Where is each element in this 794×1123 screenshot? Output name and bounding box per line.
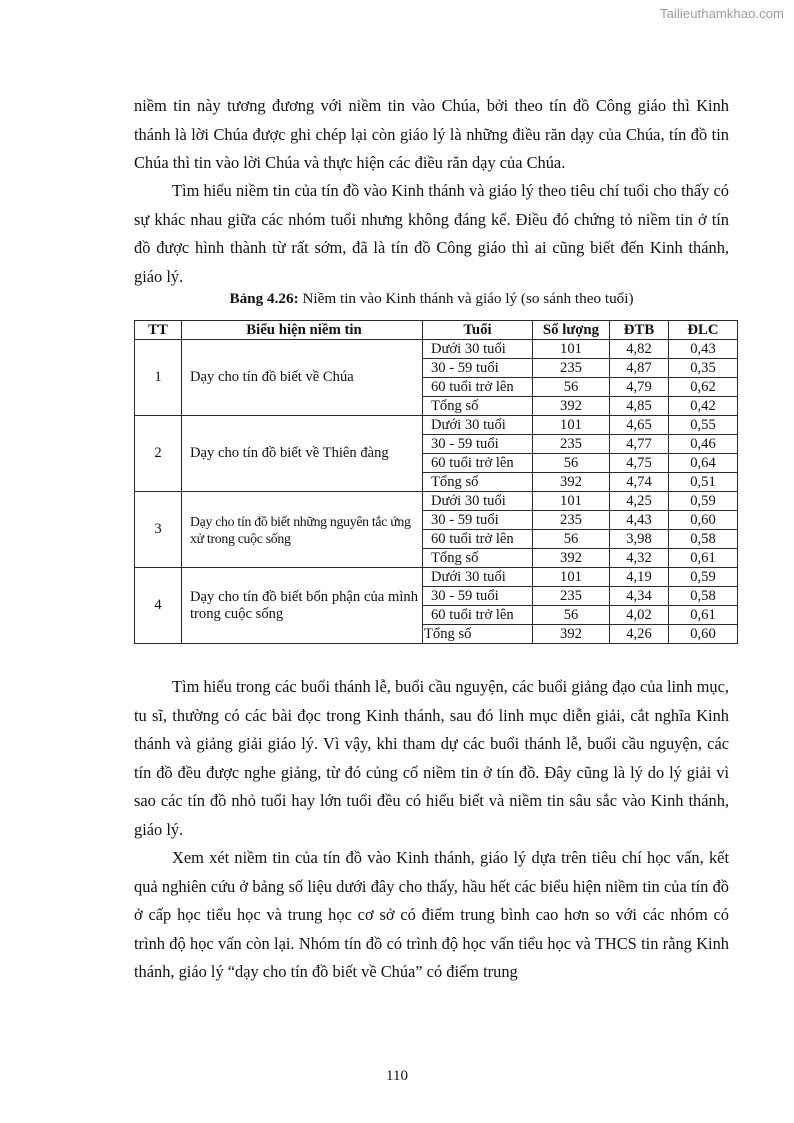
header-age: Tuổi [423,321,533,340]
belief-table [134,320,738,644]
row-belief: Dạy cho tín đồ biết những nguyên tắc ứng xử trong cuộc sống [182,492,423,568]
cell-sd: 0,61 [669,606,738,625]
cell-age: Tổng số [423,625,533,644]
table-header-row [135,321,738,340]
row-tt: 4 [135,568,182,644]
row-belief: Dạy cho tín đồ biết về Chúa [182,340,423,416]
cell-count: 392 [533,397,610,416]
cell-age: 30 - 59 tuổi [423,435,533,454]
cell-count: 235 [533,587,610,606]
row-tt: 3 [135,492,182,568]
cell-count: 101 [533,340,610,359]
cell-mean: 4,26 [610,625,669,644]
cell-mean: 4,74 [610,473,669,492]
cell-mean: 4,77 [610,435,669,454]
cell-age: Tổng số [423,473,533,492]
cell-count: 101 [533,568,610,587]
cell-count: 392 [533,549,610,568]
cell-count: 56 [533,378,610,397]
cell-sd: 0,35 [669,359,738,378]
cell-mean: 3,98 [610,530,669,549]
cell-age: 30 - 59 tuổi [423,511,533,530]
header-belief: Biểu hiện niềm tin [182,321,423,340]
table-caption [134,289,729,309]
cell-mean: 4,25 [610,492,669,511]
page-number: 110 [386,1068,408,1084]
cell-count: 235 [533,511,610,530]
cell-mean: 4,34 [610,587,669,606]
cell-count: 101 [533,492,610,511]
header-count: Số lượng [533,321,610,340]
cell-sd: 0,64 [669,454,738,473]
cell-sd: 0,60 [669,625,738,644]
cell-sd: 0,59 [669,492,738,511]
cell-sd: 0,43 [669,340,738,359]
cell-age: 60 tuổi trở lên [423,530,533,549]
cell-mean: 4,87 [610,359,669,378]
table-row [135,416,738,435]
cell-count: 56 [533,606,610,625]
cell-age: 60 tuổi trở lên [423,454,533,473]
cell-sd: 0,60 [669,511,738,530]
cell-count: 235 [533,359,610,378]
cell-count: 56 [533,454,610,473]
cell-sd: 0,58 [669,587,738,606]
cell-mean: 4,85 [610,397,669,416]
cell-age: Dưới 30 tuổi [423,340,533,359]
cell-mean: 4,65 [610,416,669,435]
cell-age: 30 - 59 tuổi [423,359,533,378]
cell-mean: 4,02 [610,606,669,625]
watermark: Tailieuthamkhao.com [659,6,784,21]
table-row [135,568,738,587]
cell-age: 30 - 59 tuổi [423,587,533,606]
cell-sd: 0,51 [669,473,738,492]
cell-age: Dưới 30 tuổi [423,492,533,511]
cell-sd: 0,42 [669,397,738,416]
table-row [135,492,738,511]
row-belief: Dạy cho tín đồ biết về Thiên đàng [182,416,423,492]
header-mean: ĐTB [610,321,669,340]
cell-count: 392 [533,625,610,644]
paragraph-education-comparison: Xem xét niềm tin của tín đồ vào Kinh thánh, giáo lý dựa trên tiêu chí học vấn, kết quả nghiên cứu ở bảng số liệu dưới đây cho thấy, hầu hết các biểu hiện niềm tin của tín đồ ở cấp học tiểu học và trung học cơ sở có điểm trung bình cao hơn so với các nhóm có trình độ học vấn còn lại. Nhóm tín đồ có trình độ học vấn tiểu học và THCS tin rằng Kinh thánh, giáo lý “dạy cho tín đồ biết về Chúa” có điểm trung [134,848,729,982]
cell-mean: 4,82 [610,340,669,359]
cell-mean: 4,79 [610,378,669,397]
cell-age: Dưới 30 tuổi [423,568,533,587]
table-caption-label: Bảng 4.26: [229,290,299,307]
row-tt: 2 [135,416,182,492]
cell-age: 60 tuổi trở lên [423,378,533,397]
cell-mean: 4,43 [610,511,669,530]
cell-age: 60 tuổi trở lên [423,606,533,625]
paragraph-intro-continuation: niềm tin này tương đương với niềm tin vào Chúa, bởi theo tín đồ Công giáo thì Kinh thánh là lời Chúa được ghi chép lại còn giáo lý là những điều răn dạy của Chúa, tín đồ tin Chúa thì tin vào lời Chúa và thực hiện các điều răn dạy của Chúa. [134,96,729,173]
table-row [135,340,738,359]
cell-sd: 0,62 [669,378,738,397]
table-caption-title: Niềm tin vào Kinh thánh và giáo lý (so sánh theo tuổi) [298,290,634,307]
cell-mean: 4,75 [610,454,669,473]
cell-count: 235 [533,435,610,454]
cell-count: 101 [533,416,610,435]
cell-sd: 0,58 [669,530,738,549]
cell-sd: 0,59 [669,568,738,587]
cell-age: Dưới 30 tuổi [423,416,533,435]
cell-age: Tổng số [423,549,533,568]
cell-count: 56 [533,530,610,549]
cell-sd: 0,55 [669,416,738,435]
row-tt: 1 [135,340,182,416]
paragraph-age-comparison: Tìm hiểu niềm tin của tín đồ vào Kinh thánh và giáo lý theo tiêu chí tuổi cho thấy có sự khác nhau giữa các nhóm tuổi nhưng không đáng kể. Điều đó chứng tỏ niềm tin ở tín đồ được hình thành từ rất sớm, đã là tín đồ Công giáo thì ai cũng biết đến Kinh thánh, giáo lý. [134,181,729,286]
cell-sd: 0,46 [669,435,738,454]
row-belief: Dạy cho tín đồ biết bổn phận của mình trong cuộc sống [182,568,423,644]
cell-age: Tổng số [423,397,533,416]
paragraph-mass-sermons: Tìm hiểu trong các buổi thánh lễ, buổi cầu nguyện, các buổi giảng đạo của linh mục, tu sĩ, thường có các bài đọc trong Kinh thánh, sau đó linh mục diễn giải, cắt nghĩa Kinh thánh và giảng giải giáo lý. Vì vậy, khi tham dự các buổi thánh lễ, buổi cầu nguyện, các tín đồ đều được nghe giảng, từ đó củng cố niềm tin ở tín đồ. Đây cũng là lý do lý giải vì sao các tín đồ nhỏ tuổi hay lớn tuổi đều có hiểu biết và niềm tin sâu sắc vào Kinh thánh, giáo lý. [134,677,729,839]
header-sd: ĐLC [669,321,738,340]
cell-mean: 4,32 [610,549,669,568]
cell-mean: 4,19 [610,568,669,587]
cell-count: 392 [533,473,610,492]
header-tt: TT [135,321,182,340]
cell-sd: 0,61 [669,549,738,568]
